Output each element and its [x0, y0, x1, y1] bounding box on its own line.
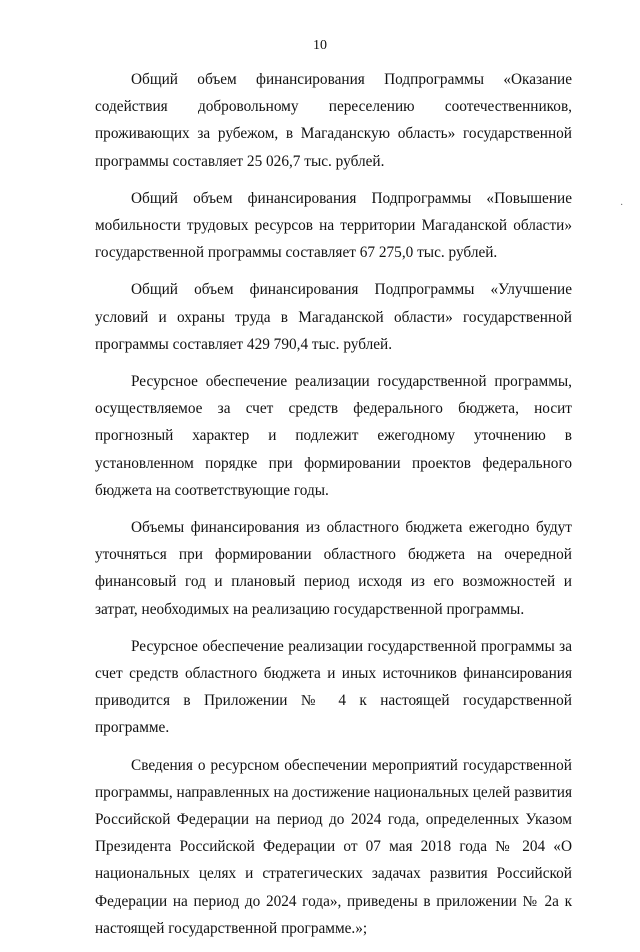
document-body: [95, 66, 572, 952]
paragraph-federal-budget: Ресурсное обеспечение реализации государственной программы, осуществляемое за счет средств федерального бюджета, носит прогнозный характер и подлежит ежегодному уточнению в установленном порядке при формировании проектов федерального бюджета на соответствующие годы.: [95, 373, 572, 499]
paragraph-national-goals: Сведения о ресурсном обеспечении мероприятий государственной программы, направленных на достижение национальных целей развития Российской Федерации на период до 2024 года, определенных Указом Президента Российской Федерации от 07 мая 2018 года № 204 «О национальных целях и стратегических задачах развития Российской Федерации на период до 2024 года», приведены в приложении № 2а к настоящей государственной программе.»;: [95, 756, 572, 937]
page-number: 10: [313, 38, 327, 53]
paragraph-funding-resettlement: Общий объем финансирования Подпрограммы «Оказание содействия добровольному переселению соотечественников, проживающих за рубежом, в Магаданскую область» государственной программы составляет 25 026,7 тыс. рублей.: [95, 71, 572, 170]
paragraph-appendix-4: Ресурсное обеспечение реализации государственной программы за счет средств областного бюджета и иных источников финансирования приводится в Приложении № 4 к настоящей государственной программе.: [95, 637, 572, 737]
margin-mark: ·: [620, 200, 624, 211]
paragraph-regional-budget: Объемы финансирования из областного бюджета ежегодно будут уточняться при формировании областного бюджета на очередной финансовый год и плановый период исходя из его возможностей и затрат, необходимых на реализацию государственной программы.: [95, 519, 572, 618]
paragraph-funding-labor-safety: Общий объем финансирования Подпрограммы «Улучшение условий и охраны труда в Магаданской области» государственной программы составляет 429 790,4 тыс. рублей.: [95, 281, 572, 353]
paragraph-funding-labor-mobility: Общий объем финансирования Подпрограммы «Повышение мобильности трудовых ресурсов на территории Магаданской области» государственной программы составляет 67 275,0 тыс. рублей.: [95, 189, 572, 262]
